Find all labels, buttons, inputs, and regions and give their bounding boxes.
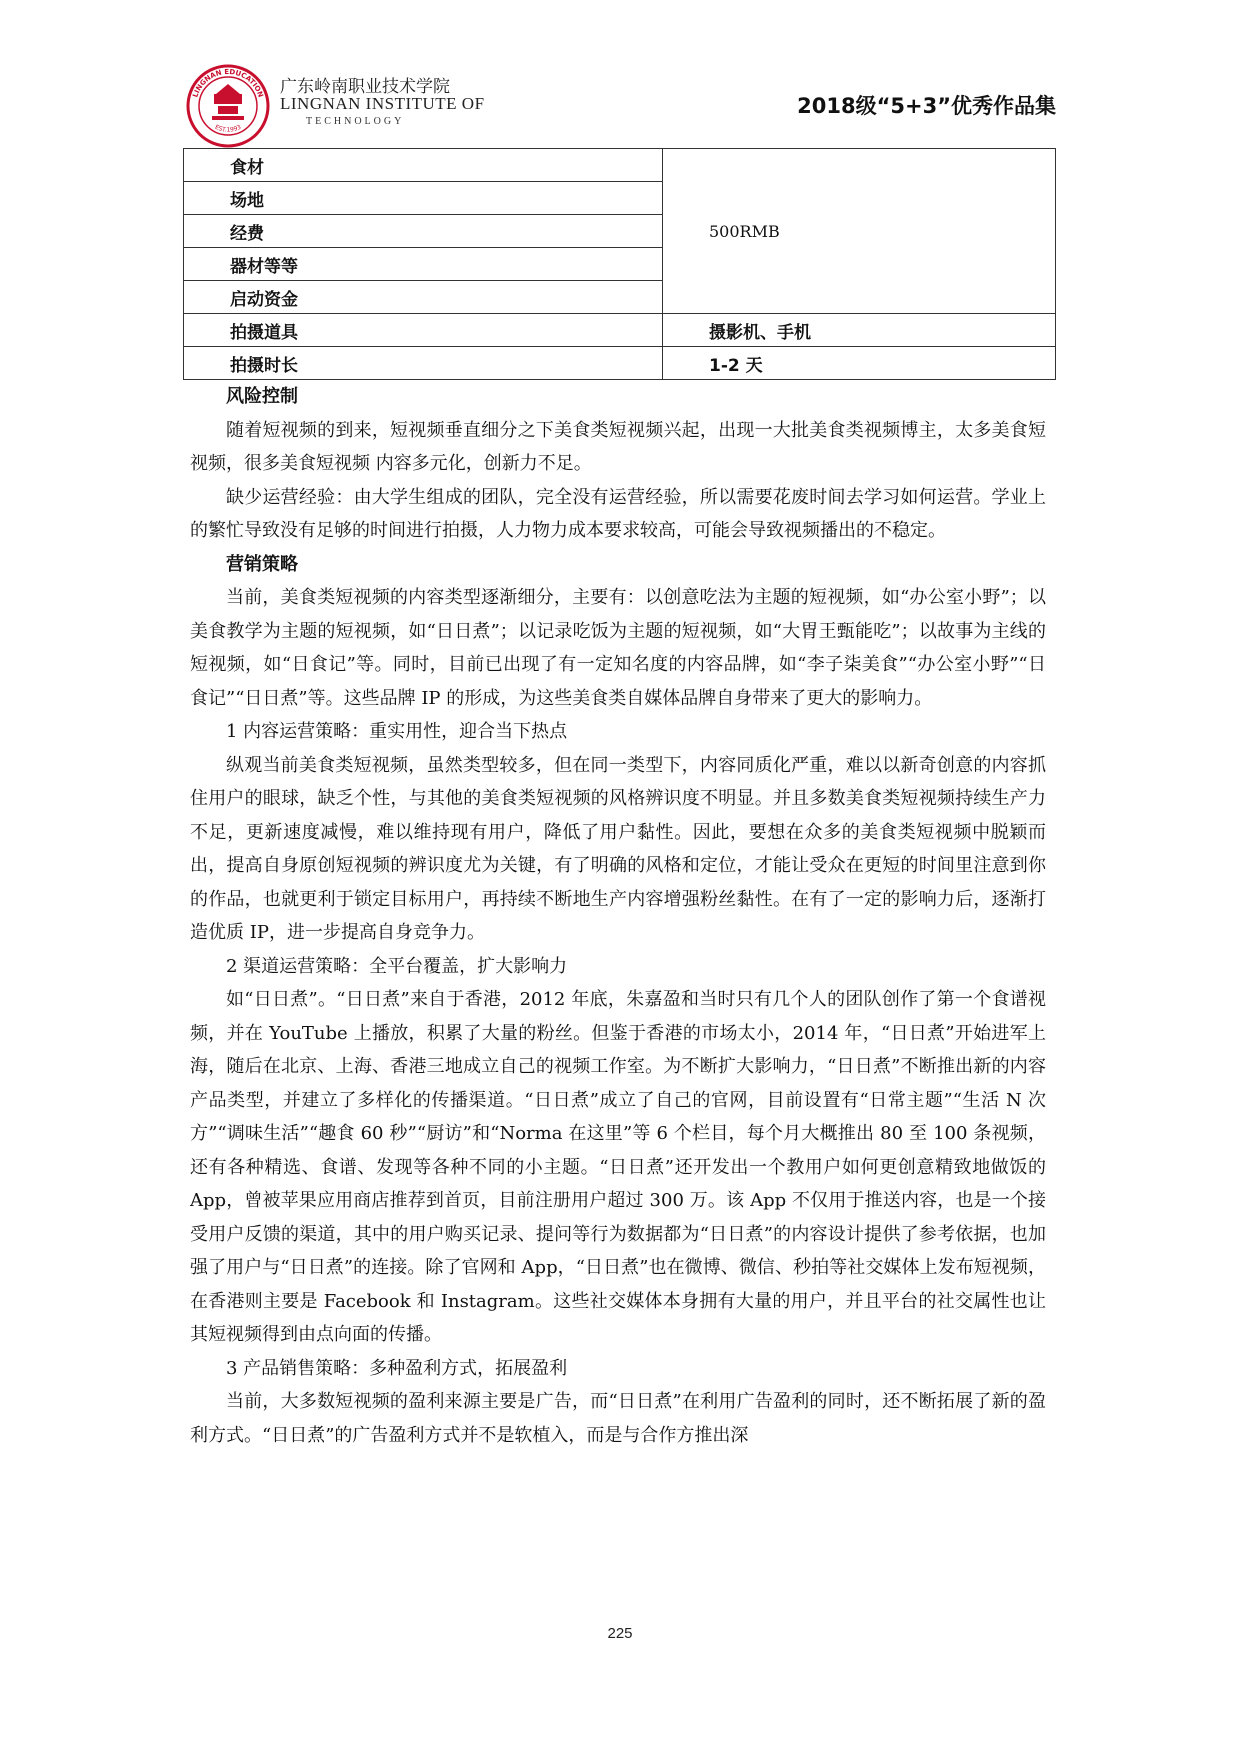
budget-table — [183, 148, 1056, 380]
subheading: 3 产品销售策略：多种盈利方式，拓展盈利 — [226, 1357, 568, 1379]
table-value: 摄影机、手机 — [663, 314, 1056, 347]
logo-ring-text: LINGNAN EDUCATION — [191, 67, 265, 99]
section-heading-risk: 风险控制 — [226, 386, 298, 407]
table-row — [184, 347, 1056, 380]
school-name-cn: 广东岭南职业技术学院 — [280, 77, 450, 97]
paragraph: 如“日日煮”。“日日煮”来自于香港，2012 年底，朱嘉盈和当时只有几个人的团队创作了第一个食谱视频，并在 YouTube 上播放，积累了大量的粉丝。但鉴于香港的市场太小，2014 年，“日日煮”开始进军上海，随后在北京、上海、香港三地成立自己的视频工作室。为不断扩大影响力，“日日煮”不断推出新的内容产品类型，并建立了多样化的传播渠道。“日日煮”成立了自己的官网，目前设置有“日常主题”“生活 N 次方”“调味生活”“趣食 60 秒”“厨访”和“Norma 在这里”等 6 个栏目，每个月大概推出 80 至 100 条视频，还有各种精选、食谱、发现等各种不同的小主题。“日日煮”还开发出一个教用户如何更创意精致地做饭的 App，曾被苹果应用商店推荐到首页，目前注册用户超过 300 万。该 App 不仅用于推送内容，也是一个接受用户反馈的渠道，其中的用户购买记录、提问等行为数据都为“日日煮”的内容设计提供了参考依据，也加强了用户与“日日煮”的连接。除了官网和 App，“日日煮”也在微博、微信、秒拍等社交媒体上发布短视频，在香港则主要是 Facebook 和 Instagram。这些社交媒体本身拥有大量的用户，并且平台的社交属性也让其短视频得到由点向面的传播。 — [190, 989, 1046, 1345]
table-label: 食材 — [184, 149, 663, 182]
section-heading-marketing: 营销策略 — [226, 553, 298, 575]
school-name-en: LINGNAN INSTITUTE OF — [280, 94, 485, 113]
subheading: 1 内容运营策略：重实用性，迎合当下热点 — [226, 721, 568, 742]
collection-title: 2018级“5+3”优秀作品集 — [797, 94, 1056, 118]
paragraph: 当前，美食类短视频的内容类型逐渐细分，主要有：以创意吃法为主题的短视频，如“办公室小野”；以美食教学为主题的短视频，如“日日煮”；以记录吃饭为主题的短视频，如“大胃王甄能吃”；以故事为主线的短视频，如“日食记”等。同时，目前已出现了有一定知名度的内容品牌，如“李子柒美食”“办公室小野”“日食记”“日日煮”等。这些品牌 IP 的形成，为这些美食类自媒体品牌自身带来了更大的影响力。 — [190, 587, 1046, 709]
table-row — [184, 314, 1056, 347]
school-logo — [186, 64, 270, 148]
body-text — [190, 380, 1046, 1452]
svg-text:EST.1993 — [214, 124, 243, 134]
paragraph: 随着短视频的到来，短视频垂直细分之下美食类短视频兴起，出现一大批美食类视频博主，太多美食短视频，很多美食短视频 内容多元化，创新力不足。 — [190, 419, 1046, 474]
paragraph: 缺少运营经验：由大学生组成的团队，完全没有运营经验，所以需要花废时间去学习如何运营。学业上的繁忙导致没有足够的时间进行拍摄，人力物力成本要求较高，可能会导致视频播出的不稳定。 — [190, 486, 1046, 541]
table-label: 场地 — [184, 182, 663, 215]
merged-value-cell: 500RMB — [663, 149, 1056, 314]
table-label: 拍摄道具 — [184, 314, 663, 347]
paragraph: 当前，大多数短视频的盈利来源主要是广告，而“日日煮”在利用广告盈利的同时，还不断拓展了新的盈利方式。“日日煮”的广告盈利方式并不是软植入，而是与合作方推出深 — [190, 1391, 1046, 1446]
table-value: 1-2 天 — [663, 347, 1056, 380]
school-name-en-line2: TECHNOLOGY — [306, 116, 405, 127]
page-number: 225 — [607, 1625, 633, 1642]
paragraph: 纵观当前美食类短视频，虽然类型较多，但在同一类型下，内容同质化严重，难以以新奇创意的内容抓住用户的眼球，缺乏个性，与其他的美食类短视频的风格辨识度不明显。并且多数美食类短视频持续生产力不足，更新速度减慢，难以维持现有用户，降低了用户黏性。因此，要想在众多的美食类短视频中脱颖而出，提高自身原创短视频的辨识度尤为关键，有了明确的风格和定位，才能让受众在更短的时间里注意到你的作品，也就更利于锁定目标用户，再持续不断地生产内容增强粉丝黏性。在有了一定的影响力后，逐渐打造优质 IP，进一步提高自身竞争力。 — [190, 754, 1046, 943]
table-label: 拍摄时长 — [184, 347, 663, 380]
logo-est-text: EST.1993 — [213, 123, 243, 134]
table-label: 启动资金 — [184, 281, 663, 314]
table-label: 经费 — [184, 215, 663, 248]
table-label: 器材等等 — [184, 248, 663, 281]
table-row — [184, 149, 1056, 182]
page-header — [186, 52, 1056, 142]
subheading: 2 渠道运营策略：全平台覆盖，扩大影响力 — [226, 955, 568, 977]
